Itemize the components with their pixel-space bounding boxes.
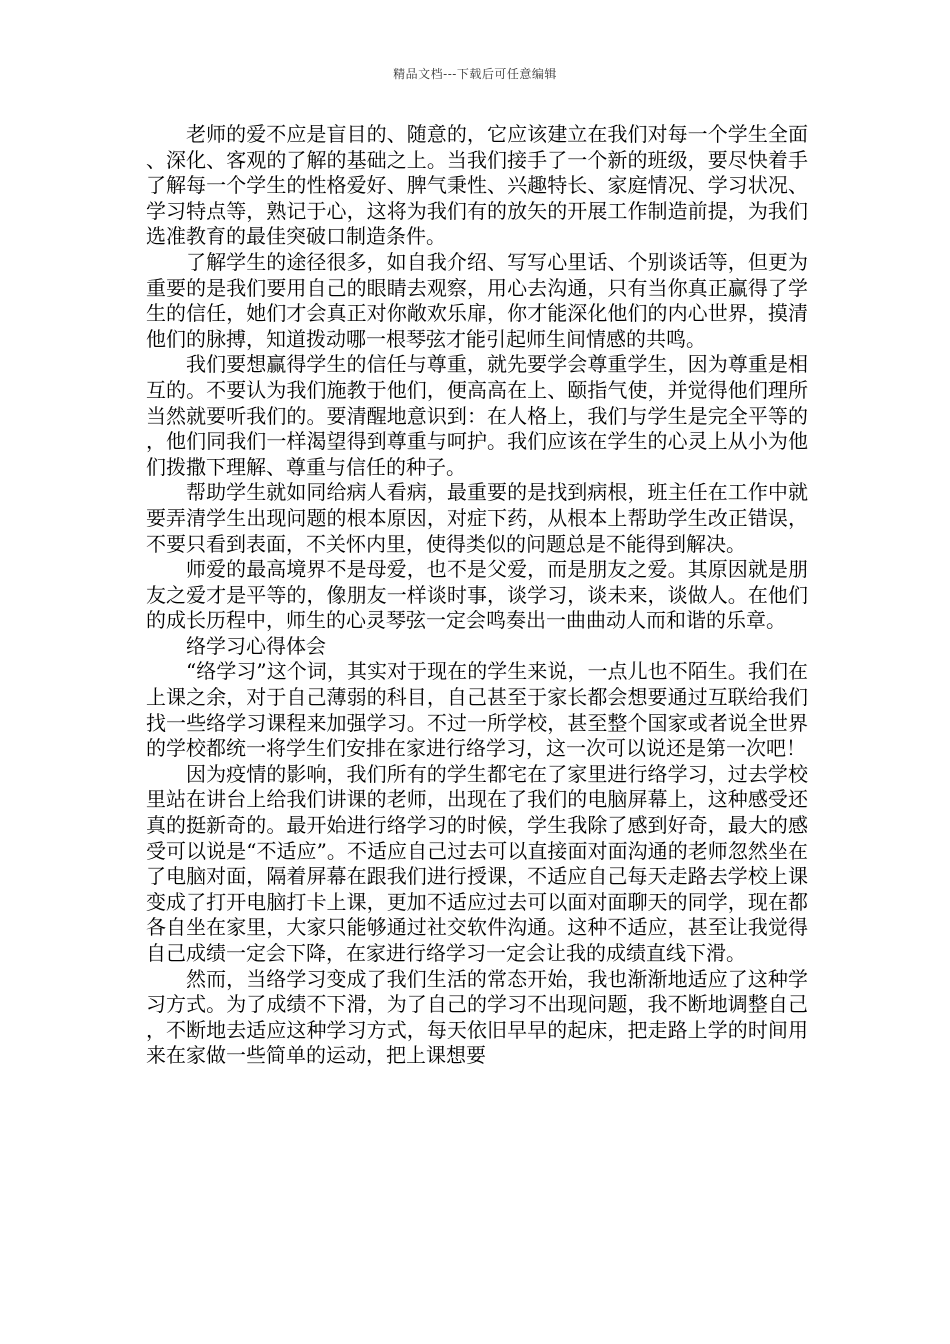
paragraph: “络学习”这个词，其实对于现在的学生来说，一点儿也不陌生。我们在上课之余，对于自己薄弱的科目，自己甚至于家长都会想要通过互联给我们找一些络学习课程来加强学习。不过一所学校，甚至整个国家或者说全世界的学校都统一将学生们安排在家进行络学习，这一次可以说还是第一次吧！ bbox=[146, 659, 808, 761]
paragraph: 老师的爱不应是盲目的、随意的，它应该建立在我们对每一个学生全面、深化、客观的了解的基础之上。当我们接手了一个新的班级，要尽快着手了解每一个学生的性格爱好、脾气秉性、兴趣特长、家庭情况、学习状况、学习特点等，熟记于心，这将为我们有的放矢的开展工作制造前提，为我们选准教育的最佳突破口制造条件。 bbox=[146, 122, 808, 249]
paragraph: 帮助学生就如同给病人看病，最重要的是找到病根，班主任在工作中就要弄清学生出现问题的根本原因，对症下药，从根本上帮助学生改正错误，不要只看到表面，不关怀内里，使得类似的问题总是不能得到解决。 bbox=[146, 480, 808, 556]
paragraph: 因为疫情的影响，我们所有的学生都宅在了家里进行络学习，过去学校里站在讲台上给我们讲课的老师，出现在了我们的电脑屏幕上，这种感受还真的挺新奇的。最开始进行络学习的时候，学生我除了感到好奇，最大的感受可以说是“不适应”。不适应自己过去可以直接面对面沟通的老师忽然坐在了电脑对面，隔着屏幕在跟我们进行授课，不适应自己每天走路去学校上课变成了打开电脑打卡上课，更加不适应过去可以面对面聊天的同学，现在都各自坐在家里，大家只能够通过社交软件沟通。这种不适应，甚至让我觉得自己成绩一定会下降，在家进行络学习一定会让我的成绩直线下滑。 bbox=[146, 761, 808, 965]
page-header: 精品文档---下载后可任意编辑 bbox=[393, 67, 557, 81]
document-body bbox=[146, 122, 808, 1069]
paragraph: 我们要想赢得学生的信任与尊重，就先要学会尊重学生，因为尊重是相互的。不要认为我们施教于他们，便高高在上、颐指气使，并觉得他们理所当然就要听我们的。要清醒地意识到：在人格上，我们与学生是完全平等的，他们同我们一样渴望得到尊重与呵护。我们应该在学生的心灵上从小为他们拨撒下理解、尊重与信任的种子。 bbox=[146, 352, 808, 479]
section-heading: 络学习心得体会 bbox=[186, 633, 326, 658]
paragraph: 师爱的最高境界不是母爱，也不是父爱，而是朋友之爱。其原因就是朋友之爱才是平等的，像朋友一样谈时事，谈学习，谈未来，谈做人。在他们的成长历程中，师生的心灵琴弦一定会鸣奏出一曲曲动人而和谐的乐章。 bbox=[146, 557, 808, 633]
paragraph: 了解学生的途径很多，如自我介绍、写写心里话、个别谈话等，但更为重要的是我们要用自己的眼睛去观察，用心去沟通，只有当你真正赢得了学生的信任，她们才会真正对你敞欢乐扉，你才能深化他们的内心世界，摸清他们的脉搏，知道拨动哪一根琴弦才能引起师生间情感的共鸣。 bbox=[146, 249, 808, 351]
paragraph: 然而，当络学习变成了我们生活的常态开始，我也渐渐地适应了这种学习方式。为了成绩不下滑，为了自己的学习不出现问题，我不断地调整自己，不断地去适应这种学习方式，每天依旧早早的起床，把走路上学的时间用来在家做一些简单的运动，把上课想要 bbox=[146, 966, 808, 1068]
